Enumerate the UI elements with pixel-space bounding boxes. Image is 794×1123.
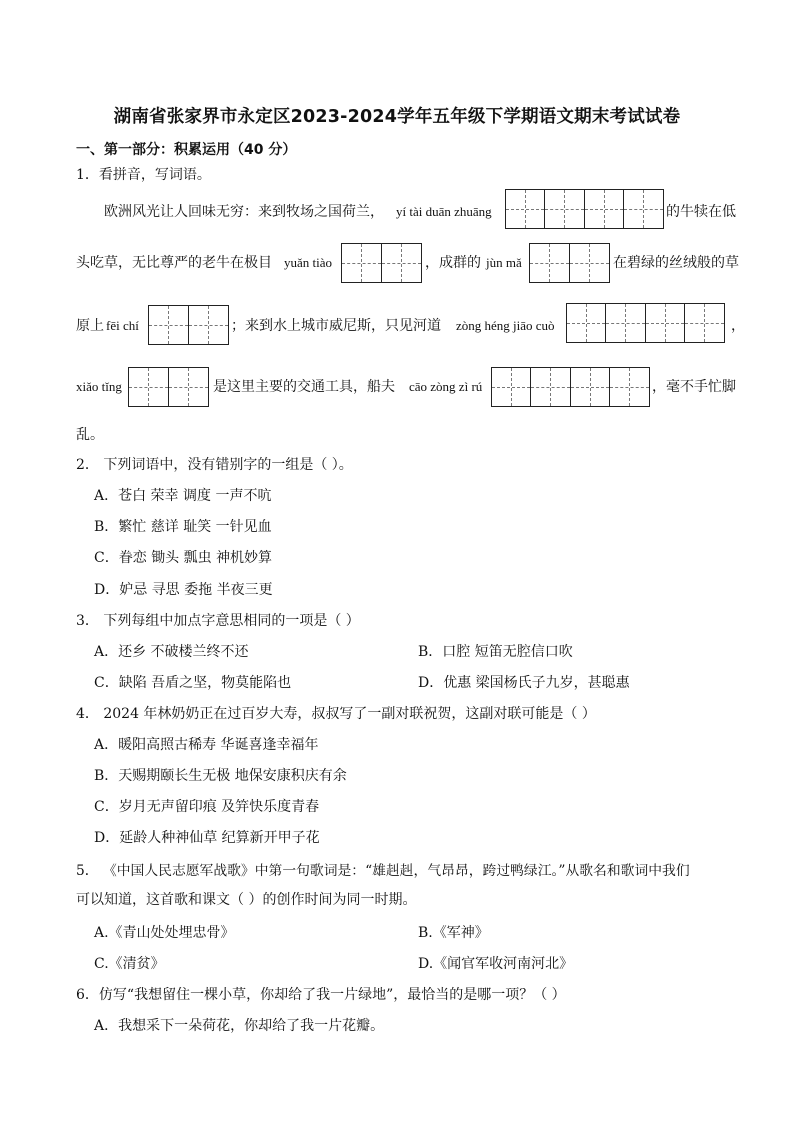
q1-line1-end: 的牛犊在低	[666, 204, 736, 220]
q3-stem: 3． 下列每组中加点字意思相同的一项是（ ）	[76, 613, 360, 629]
q4-option-d[interactable]: D．延龄人种神仙草 纪算新开甲子花	[94, 830, 320, 846]
q1-pinyin-1: yí tài duān zhuāng	[396, 204, 492, 219]
q5-stem-line1: 5． 《中国人民志愿军战歌》中第一句歌词是：“雄赳赳，气昂昂，跨过鸭绿江。”从歌名和歌词中我们	[76, 863, 690, 879]
answer-grid-1[interactable]	[505, 189, 664, 229]
grid-cell	[624, 190, 663, 228]
q1-pinyin-2: yuǎn tiào	[284, 255, 333, 270]
page-title: 湖南省张家界市永定区2023-2024学年五年级下学期语文期末考试试卷	[113, 107, 681, 127]
q1-pinyin-5: zòng héng jiāo cuò	[456, 318, 555, 333]
q3-option-a[interactable]: A．还乡 不破楼兰终不还	[94, 644, 249, 660]
q1-line1-text: 欧洲风光让人回味无穷：来到牧场之国荷兰，	[104, 204, 384, 220]
grid-cell	[646, 304, 685, 342]
q1-pinyin-3: jùn mǎ	[486, 255, 522, 270]
q1-line2-end: 在碧绿的丝绒般的草	[613, 255, 739, 271]
q4-stem: 4． 2024 年林奶奶正在过百岁大寿，叔叔写了一副对联祝贺，这副对联可能是（ ）	[76, 706, 596, 722]
q1-line2-text: 头吃草，无比尊严的老牛在极目	[76, 255, 272, 271]
q2-option-c[interactable]: C．眷恋 锄头 瓢虫 神机妙算	[94, 550, 273, 566]
q1-pinyin-4: fēi chí	[106, 318, 139, 333]
grid-cell	[685, 304, 724, 342]
q6-option-a[interactable]: A．我想采下一朵荷花，你却给了我一片花瓣。	[94, 1018, 385, 1034]
grid-cell	[530, 244, 570, 282]
q1-pinyin-7: cāo zòng zì rú	[409, 379, 483, 394]
q2-option-b[interactable]: B．繁忙 慈详 耻笑 一针见血	[94, 519, 272, 535]
answer-grid-4[interactable]	[148, 305, 229, 345]
grid-cell	[606, 304, 645, 342]
q5-stem-line2: 可以知道，这首歌和课文（ ）的创作时间为同一时期。	[76, 892, 417, 908]
section-heading: 一、第一部分：积累运用（40 分）	[76, 142, 297, 158]
q1-pinyin-6: xiǎo tǐng	[76, 379, 122, 394]
q1-line3-text: 原上	[76, 318, 104, 334]
q1-line3-end: ，	[731, 318, 745, 334]
grid-cell	[169, 368, 209, 406]
q1-stem: 1．看拼音，写词语。	[76, 167, 211, 183]
grid-cell	[382, 244, 422, 282]
grid-cell	[585, 190, 624, 228]
grid-cell	[610, 368, 649, 406]
grid-cell	[129, 368, 169, 406]
q5-option-c[interactable]: C.《清贫》	[94, 956, 165, 972]
grid-cell	[567, 304, 606, 342]
q4-option-a[interactable]: A．暖阳高照古稀寿 华诞喜逢幸福年	[94, 737, 319, 753]
q1-line4-mid: 是这里主要的交通工具，船夫	[213, 379, 395, 395]
q4-option-c[interactable]: C．岁月无声留印痕 及笄快乐度青春	[94, 799, 320, 815]
grid-cell	[342, 244, 382, 282]
grid-cell	[571, 368, 610, 406]
q5-option-b[interactable]: B.《军神》	[418, 925, 489, 941]
answer-grid-6[interactable]	[128, 367, 209, 407]
q3-option-d[interactable]: D．优惠 梁国杨氏子九岁，甚聪惠	[418, 675, 630, 691]
q1-line3-mid: ；来到水上城市威尼斯，只见河道	[231, 318, 441, 334]
q3-option-b[interactable]: B．口腔 短笛无腔信口吹	[418, 644, 573, 660]
grid-cell	[492, 368, 531, 406]
q2-option-a[interactable]: A．苍白 荣幸 调度 一声不吭	[94, 488, 272, 504]
grid-cell	[149, 306, 189, 344]
q2-option-d[interactable]: D．妒忌 寻思 委拖 半夜三更	[94, 582, 273, 598]
q1-line5: 乱。	[76, 427, 104, 443]
q3-option-c[interactable]: C．缺陷 吾盾之坚，物莫能陷也	[94, 675, 292, 691]
q5-option-a[interactable]: A.《青山处处埋忠骨》	[94, 925, 235, 941]
answer-grid-5[interactable]	[566, 303, 725, 343]
answer-grid-7[interactable]	[491, 367, 650, 407]
q5-option-d[interactable]: D.《闻官军收河南河北》	[418, 956, 574, 972]
q6-stem: 6．仿写“我想留住一棵小草，你却给了我一片绿地”，最恰当的是哪一项？（ ）	[76, 987, 566, 1003]
grid-cell	[506, 190, 545, 228]
answer-grid-2[interactable]	[341, 243, 422, 283]
q2-stem: 2． 下列词语中，没有错别字的一组是（ ）。	[76, 457, 353, 473]
q4-option-b[interactable]: B．天赐期颐长生无极 地保安康积庆有余	[94, 768, 347, 784]
grid-cell	[189, 306, 229, 344]
grid-cell	[531, 368, 570, 406]
grid-cell	[570, 244, 610, 282]
q1-line4-end: ，毫不手忙脚	[652, 379, 736, 395]
q1-line2-mid: ，成群的	[425, 255, 481, 271]
answer-grid-3[interactable]	[529, 243, 610, 283]
grid-cell	[545, 190, 584, 228]
